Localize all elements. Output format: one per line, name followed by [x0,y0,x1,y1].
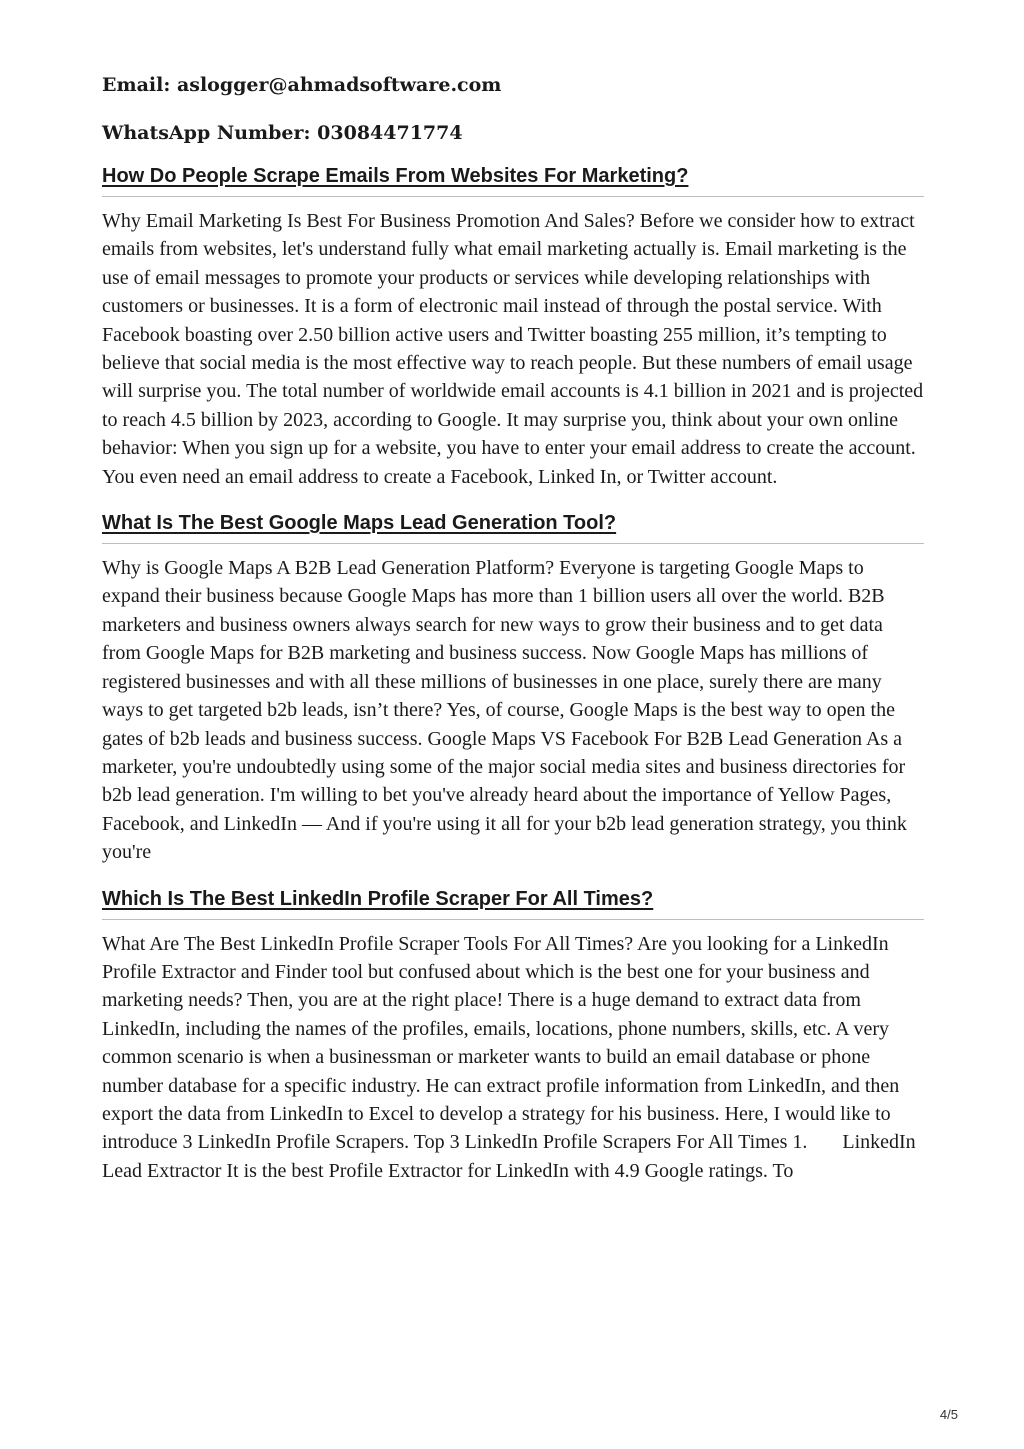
section-title-link[interactable]: What Is The Best Google Maps Lead Generation Tool? [102,509,924,544]
contact-email: Email: aslogger@ahmadsoftware.com [102,74,502,96]
page-number: 4/5 [939,1407,958,1422]
section-body: Why Email Marketing Is Best For Business Promotion And Sales? Before we consider how to extract emails from websites, let's understand fully what email marketing actually is. Email marketing is the use of email messages to promote your products or services while developing relationships with customers or businesses. It is a form of electronic mail instead of through the postal service. With Facebook boasting over 2.50 billion active users and Twitter boasting 255 million, it’s tempting to believe that social media is the most effective way to reach people. But these numbers of email usage will surprise you. The total number of worldwide email accounts is 4.1 billion in 2021 and is projected to reach 4.5 billion by 2023, according to Google. It may surprise you, think about your own online behavior: When you sign up for a website, you have to enter your email address to create the account. You even need an email address to create a Facebook, Linked In, or Twitter account. [102,210,924,488]
section-body: What Are The Best LinkedIn Profile Scraper Tools For All Times? Are you looking for a LinkedIn Profile Extractor and Finder tool but confused about which is the best one for your business and marketing needs? Then, you are at the right place! There is a huge demand to extract data from LinkedIn, including the names of the profiles, emails, locations, phone numbers, skills, etc. A very common scenario is when a businessman or marketer wants to build an email database or phone number database for a specific industry. He can extract profile information from LinkedIn, and then export the data from LinkedIn to Excel to develop a strategy for his business. Here, I would like to introduce 3 LinkedIn Profile Scrapers. Top 3 LinkedIn Profile Scrapers For All Times 1. LinkedIn Lead Extractor It is the best Profile Extractor for LinkedIn with 4.9 Google ratings. To [102,932,921,1182]
section-google-maps [102,509,924,866]
section-title-link[interactable]: Which Is The Best LinkedIn Profile Scraper For All Times? [102,885,924,920]
document-page [102,70,924,1203]
section-email-scraping [102,162,924,491]
section-title-link[interactable]: How Do People Scrape Emails From Websites For Marketing? [102,162,924,197]
section-linkedin-scraper [102,885,924,1186]
section-body: Why is Google Maps A B2B Lead Generation Platform? Everyone is targeting Google Maps to expand their business because Google Maps has more than 1 billion users all over the world. B2B marketers and business owners always search for new ways to grow their business and to get data from Google Maps for B2B marketing and business success. Now Google Maps has millions of registered businesses and with all these millions of businesses in one place, surely there are many ways to get targeted b2b leads, isn’t there? Yes, of course, Google Maps is the best way to open the gates of b2b leads and business success. Google Maps VS Facebook For B2B Lead Generation As a marketer, you're undoubtedly using some of the major social media sites and business directories for b2b lead generation. I'm willing to bet you've already heard about the importance of Yellow Pages, Facebook, and LinkedIn — And if you're using it all for your b2b lead generation strategy, you think you're [102,557,907,864]
contact-whatsapp: WhatsApp Number: 03084471774 [102,122,463,144]
